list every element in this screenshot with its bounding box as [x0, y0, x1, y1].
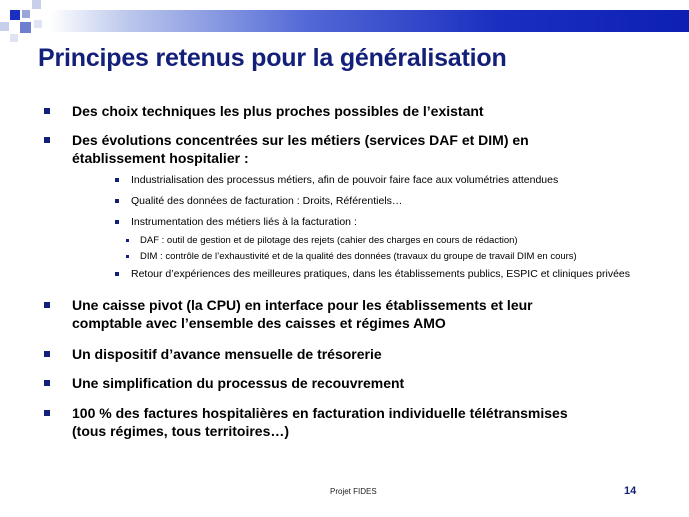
bullet-text — [72, 374, 404, 392]
bullet-square-icon — [44, 137, 50, 143]
bullet-text — [131, 174, 558, 187]
bullet-text — [140, 251, 577, 263]
bullet-text — [72, 345, 382, 363]
bullet-square-icon — [44, 351, 50, 357]
bullet-square-icon — [115, 272, 119, 276]
bullet-text-line: Une caisse pivot (la CPU) en interface pour les établissements et leur — [72, 297, 533, 313]
bullet-square-icon — [44, 380, 50, 386]
bullet-text — [72, 404, 568, 440]
bullet-square-icon — [44, 410, 50, 416]
bullet-text-line: Un dispositif d’avance mensuelle de trésorerie — [72, 346, 382, 362]
bullet-square-icon — [126, 255, 129, 258]
bullet-square-icon — [44, 108, 50, 114]
bullet-text — [72, 131, 529, 167]
bullet-square-icon — [44, 302, 50, 308]
bullet-text-line: Qualité des données de facturation : Droits, Référentiels… — [131, 195, 403, 207]
bullet-square-icon — [115, 199, 119, 203]
bullet-text-line: comptable avec l’ensemble des caisses et régimes AMO — [72, 315, 446, 331]
bullet-text — [131, 268, 630, 281]
footer-text: Projet FIDES — [330, 487, 377, 496]
bullet-text-line: Industrialisation des processus métiers, afin de pouvoir faire face aux volumétries attendues — [131, 174, 559, 186]
bullet-text — [140, 235, 518, 247]
bullet-text — [72, 102, 484, 120]
bullet-text-line: Retour d’expériences des meilleures pratiques, dans les établissements publics, ESPIC et cliniques privées — [131, 268, 631, 280]
page-number: 14 — [624, 485, 637, 497]
bullet-square-icon — [126, 239, 129, 242]
bullet-text-line: 100 % des factures hospitalières en facturation individuelle télétransmises — [72, 405, 568, 421]
slide-title: Principes retenus pour la généralisation — [38, 44, 507, 72]
bullet-text-line: (tous régimes, tous territoires…) — [72, 423, 290, 439]
bullet-text — [131, 195, 402, 208]
bullet-text-line: DIM : contrôle de l’exhaustivité et de la qualité des données (travaux du groupe de travail DIM en cours) — [140, 251, 577, 262]
bullet-text-line: Des choix techniques les plus proches possibles de l’existant — [72, 103, 484, 119]
bullet-text-line: DAF : outil de gestion et de pilotage des rejets (cahier des charges en cours de rédaction) — [140, 235, 518, 246]
bullet-text-line: établissement hospitalier : — [72, 150, 249, 166]
bullet-text-line: Des évolutions concentrées sur les métiers (services DAF et DIM) en — [72, 132, 529, 148]
bullet-text — [131, 216, 357, 229]
bullet-text-line: Une simplification du processus de recouvrement — [72, 375, 405, 391]
bullet-square-icon — [115, 178, 119, 182]
bullet-text-line: Instrumentation des métiers liés à la facturation : — [131, 216, 357, 228]
bullet-text — [72, 296, 533, 332]
bullet-square-icon — [115, 220, 119, 224]
